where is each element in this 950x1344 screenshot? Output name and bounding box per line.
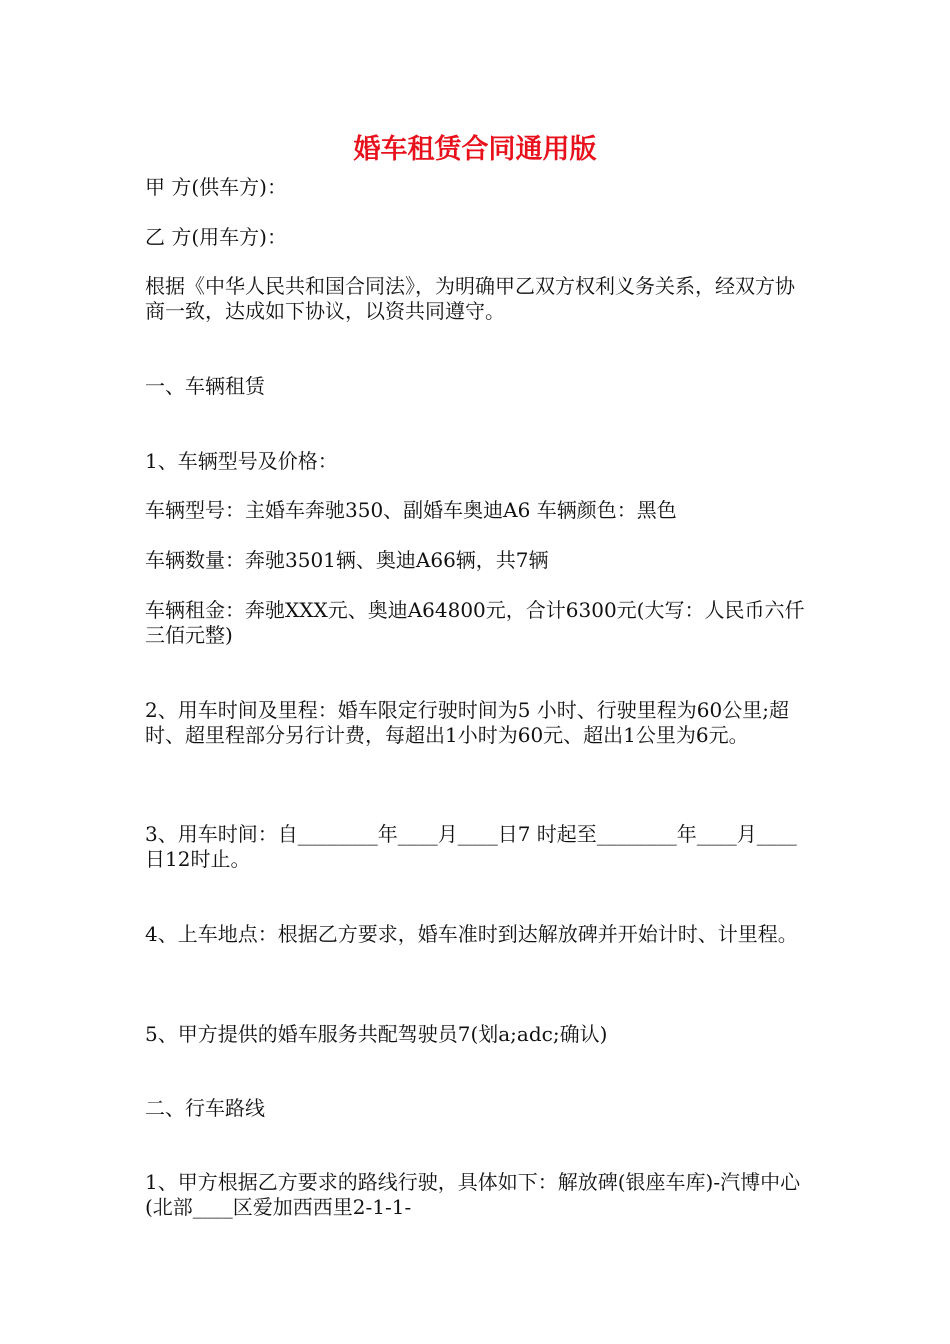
vehicle-quantity-line: 车辆数量：奔驰3501辆、奥迪A66辆，共7辆 — [145, 548, 549, 572]
clause-vehicle-model-price: 1、车辆型号及价格： — [145, 449, 338, 473]
vehicle-model-line: 车辆型号：主婚车奔驰350、副婚车奥迪A6 车辆颜色：黑色 — [145, 498, 677, 522]
party-a-line: 甲 方(供车方)： — [145, 175, 287, 199]
clause-usage-time: 3、用车时间：自________年____月____日7 时起至________年____月____日12时止。 — [145, 822, 797, 871]
section-heading-vehicle-rental: 一、车辆租赁 — [145, 374, 265, 398]
party-b-line: 乙 方(用车方)： — [145, 225, 287, 249]
document-title: 婚车租赁合同通用版 — [353, 134, 597, 165]
clause-time-mileage: 2、用车时间及里程：婚车限定行驶时间为5 小时、行驶里程为60公里;超时、超里程部分另行计费，每超出1小时为60元、超出1公里为6元。 — [145, 698, 789, 747]
preamble-paragraph: 根据《中华人民共和国合同法》，为明确甲乙双方权利义务关系，经双方协商一致，达成如下协议，以资共同遵守。 — [145, 274, 795, 323]
clause-route-details: 1、甲方根据乙方要求的路线行驶，具体如下：解放碑(银座车库)-汽博中心(北部____区爱加西西里2-1-1- — [145, 1170, 801, 1219]
vehicle-rent-paragraph: 车辆租金：奔驰XXX元、奥迪A64800元，合计6300元(大写：人民币六仟三佰元整) — [145, 598, 805, 647]
clause-pickup-location: 4、上车地点：根据乙方要求，婚车准时到达解放碑并开始计时、计里程。 — [145, 922, 798, 946]
section-heading-route: 二、行车路线 — [145, 1096, 265, 1120]
clause-drivers: 5、甲方提供的婚车服务共配驾驶员7(划a;adc;确认) — [145, 1022, 608, 1046]
